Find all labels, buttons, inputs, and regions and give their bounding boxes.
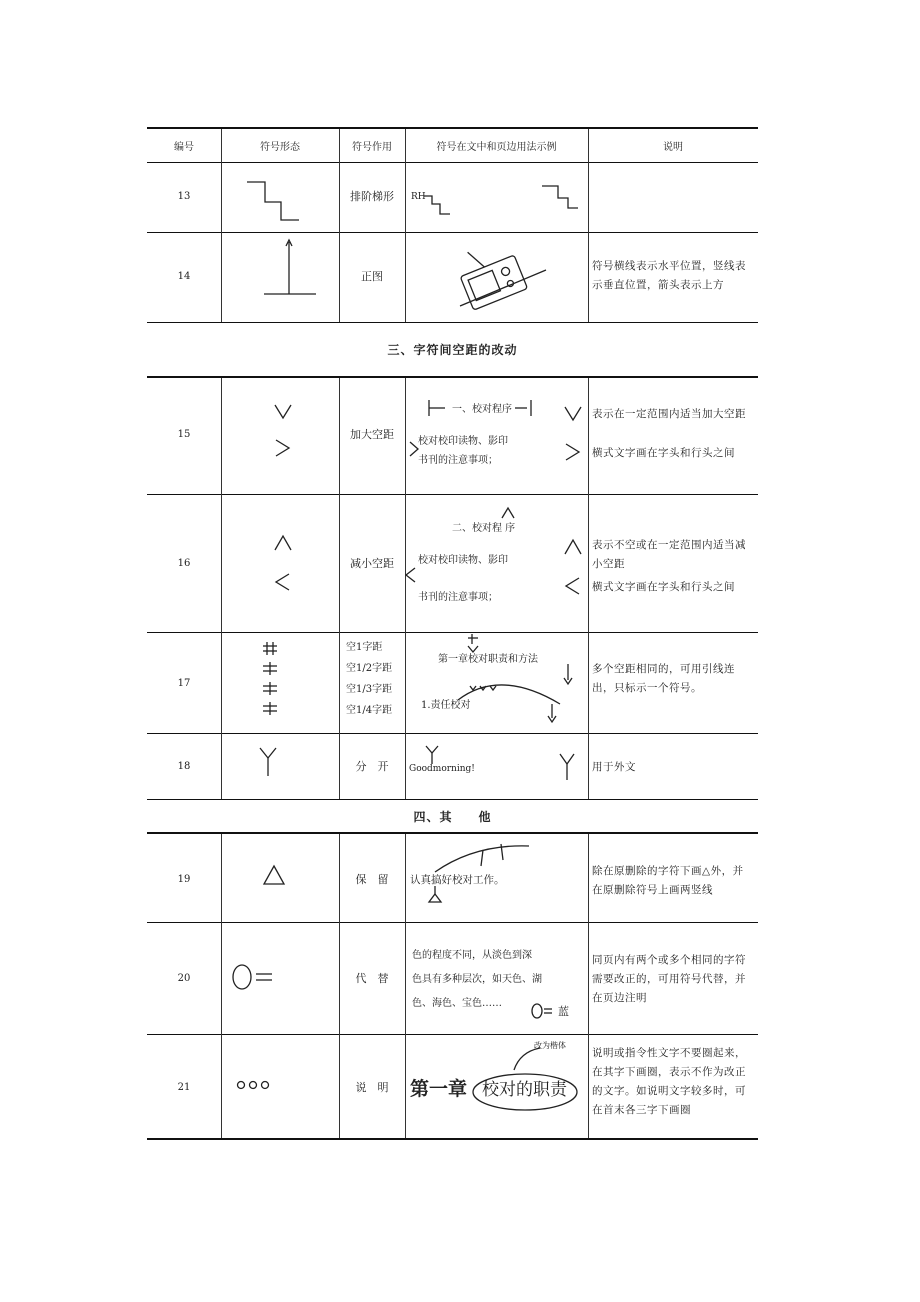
wider-space-margin-icon [562, 404, 586, 464]
step-margin-icon [542, 184, 582, 214]
narrower-space-mark-icon [404, 566, 418, 586]
row-number: 17 [177, 678, 191, 689]
row-function: 排阶梯形 [350, 190, 394, 203]
col-rule [221, 378, 222, 799]
col-rule [405, 834, 406, 1138]
replace-symbol-icon [230, 962, 276, 992]
example-text: 一、校对程序 [452, 404, 512, 415]
row-rule [147, 232, 758, 233]
replace-margin-icon [530, 1000, 560, 1022]
row-function: 减小空距 [350, 557, 394, 570]
narrower-space-margin-icon [562, 536, 586, 602]
row-rule [147, 322, 758, 323]
header-symbol-form: 符号形态 [260, 141, 300, 153]
row-rule [147, 733, 758, 734]
example-heading-circled: 校对的职责 [482, 1080, 567, 1100]
col-rule [588, 378, 589, 799]
row-function: 空1/3字距 [346, 684, 393, 695]
row-explanation: 用于外文 [592, 761, 636, 773]
col-rule [588, 834, 589, 1138]
row-explanation: 横式文字画在字头和行头之间 [592, 581, 735, 593]
example-text: RH [411, 192, 426, 202]
row-explanation: 除在原删除的字符下画△外，并在原删除符号上画两竖线 [592, 865, 744, 896]
space-symbols-icon [259, 640, 283, 720]
section-heading: 四、其 他 [413, 810, 492, 824]
header-explanation: 说明 [663, 141, 683, 153]
replacement-char: 蓝 [558, 1005, 569, 1018]
header-number: 编号 [174, 141, 194, 153]
row-number: 18 [177, 761, 191, 772]
row-rule [147, 799, 758, 800]
col-rule [221, 834, 222, 1138]
wider-space-mark-icon [409, 440, 421, 460]
row-function: 空1/2字距 [346, 663, 393, 674]
annotation-text: 改为楷体 [534, 1041, 566, 1050]
example-text: 校对校印读物、影印 [418, 436, 508, 447]
section-heading: 三、字符间空距的改动 [387, 343, 518, 357]
row-rule [147, 494, 758, 495]
row-explanation: 多个空距相同的，可用引线连出，只标示一个符号。 [592, 663, 735, 694]
row-rule [147, 832, 758, 834]
narrower-space-symbol-icon [272, 532, 296, 598]
header-rule [147, 162, 758, 163]
row-function: 保 留 [355, 873, 389, 886]
row-rule [147, 1034, 758, 1035]
example-text: 书刊的注意事项； [418, 455, 498, 466]
row-explanation: 同页内有两个或多个相同的字符需要改正的，可用符号代替，并在页边注明 [592, 954, 746, 1004]
space-leader-lines-icon [440, 632, 580, 722]
row-number: 20 [177, 973, 191, 984]
example-text: 认真搞好校对工作。 [410, 874, 505, 886]
row-explanation: 说明或指令性文字不要圈起来，在其字下画圈，表示不作为改正的文字。如说明文字较多时，可在首末各三字下画圈 [592, 1047, 746, 1116]
row-function: 说 明 [355, 1081, 389, 1094]
example-text: 二、校对程 序 [452, 523, 516, 534]
table-bottom-rule [147, 1138, 758, 1140]
header-usage-example: 符号在文中和页边用法示例 [436, 141, 557, 153]
example-text: 1.责任校对 [421, 700, 471, 711]
example-text: 色的程度不同，从淡色到深 [412, 950, 532, 961]
col-rule [405, 378, 406, 799]
row-number: 13 [177, 191, 191, 202]
tilted-radio-illustration [450, 240, 550, 310]
row-number: 16 [177, 558, 191, 569]
row-function: 分 开 [355, 760, 389, 773]
row-function: 正图 [361, 270, 383, 283]
example-text: 第一章校对职责和方法 [438, 654, 538, 665]
example-text: 校对校印读物、影印 [418, 555, 508, 566]
row-function: 代 替 [355, 972, 389, 985]
row-number: 14 [177, 271, 191, 282]
upright-symbol-icon [262, 238, 320, 300]
example-heading: 第一章 [410, 1078, 468, 1100]
example-text: 色具有多种层次，如天色、湖 [412, 974, 542, 985]
step-example-icon [424, 194, 454, 224]
example-text: 书刊的注意事项； [418, 592, 498, 603]
row-function: 加大空距 [350, 428, 394, 441]
separate-mark-icon [424, 744, 440, 766]
row-rule [147, 376, 758, 378]
row-function: 空1/4字距 [346, 705, 393, 716]
header-symbol-function: 符号作用 [352, 141, 392, 153]
separate-symbol-icon [258, 746, 278, 780]
row-number: 19 [177, 874, 191, 885]
row-explanation: 符号横线表示水平位置，竖线表示垂直位置，箭头表示上方 [592, 260, 746, 291]
explanation-circles-icon [236, 1079, 276, 1091]
example-text: 色、海色、宝色…… [412, 998, 502, 1009]
row-explanation: 表示不空或在一定范围内适当减小空距 [592, 539, 746, 570]
retain-triangle-icon [262, 864, 286, 886]
row-rule [147, 922, 758, 923]
step-symbol-icon [245, 178, 305, 224]
narrower-space-caret-icon [500, 506, 518, 520]
row-number: 15 [177, 429, 191, 440]
row-number: 21 [177, 1082, 191, 1093]
example-text: Goodmorning! [409, 764, 475, 774]
row-explanation: 横式文字画在字头和行头之间 [592, 447, 735, 459]
row-function: 空1字距 [346, 642, 383, 653]
separate-margin-icon [558, 752, 576, 782]
retain-mark-icon [425, 836, 535, 906]
wider-space-symbol-icon [272, 402, 296, 462]
row-explanation: 表示在一定范围内适当加大空距 [592, 408, 746, 420]
